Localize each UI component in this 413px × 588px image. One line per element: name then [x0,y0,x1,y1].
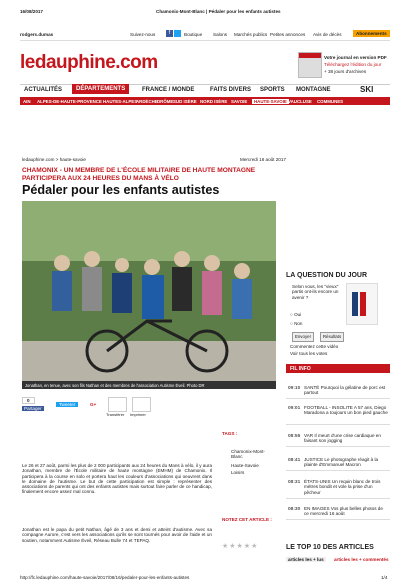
poll-option-no[interactable]: ○ Non [290,321,303,326]
poll-question: Selon vous, les "vieux" partis ont-ils encore un avenir ? [292,284,339,300]
article-kicker: CHAMONIX - UN MEMBRE DE L'ÉCOLE MILITAIRE DE HAUTE MONTAGNE PARTICIPERA AUX 24 HEURES DU MANS À VÉLO [22,167,256,183]
photo-caption: Jonathan, en tenue, avec son fils Nathan et des membres de l'association Autisme Éveil. Photo DR [25,382,205,388]
classifieds-link[interactable]: Petites annonces [270,32,306,37]
print-page-number: 1/4 [381,575,388,580]
poll-vote-button[interactable]: Envoyer [292,332,314,342]
obituaries-link[interactable]: Avis de décès [313,32,342,37]
tags-title: TAGS : [222,431,238,436]
article-date: Mercredi 16 août 2017 [240,157,286,162]
feed-text: EN IMAGES Vos plus belles photos de ce mercredi 16 août [304,506,383,517]
top-bar [20,29,390,41]
feed-text: FOOTBALL - INSOLITE A 57 ans, Diego Maradona a toujours un bon pied gauche [304,405,388,416]
subscribe-button[interactable]: Abonnements [353,30,390,37]
follow-us-link[interactable]: Suivez-nous [130,32,156,37]
top10-tab-most-commented[interactable]: articles les + commentés [334,557,389,562]
poll-option-no-label: Non [294,321,303,326]
rating-title: NOTEZ CET ARTICLE : [222,517,272,522]
feed-item[interactable] [286,384,390,399]
poll-logo [346,283,378,325]
fb-count: 0 [22,397,35,404]
feed-item[interactable] [286,478,390,499]
feed-time: 09:01 [288,406,301,411]
feed-time: 08:31 [288,480,301,485]
poll-title: LA QUESTION DU JOUR [286,272,368,279]
shop-link[interactable]: Boutique [184,32,203,37]
feed-title: FIL INFO [290,365,311,372]
nav-item-faits-divers[interactable]: FAITS DIVERS [210,87,252,93]
nav-item-actualites[interactable]: ACTUALITÉS [24,87,62,93]
feed-item[interactable] [286,505,390,520]
poll-option-yes-label: Oui [294,312,302,317]
poll-results-button[interactable]: Résultats [320,332,344,342]
article-title: Pédaler pour les enfants autistes [22,183,220,197]
poll-all-votes-link[interactable]: Voir tous les votes [290,351,328,356]
subnav-communes[interactable]: COMMUNES [317,98,344,104]
nav-item-departements[interactable]: DÉPARTEMENTS [72,84,129,94]
breadcrumb-home[interactable]: ledauphine.com [22,157,55,162]
feed-text: ÉTATS-UNIS Un requin blanc de trois mètres bondit et vole la prise d'un pêcheur [304,479,381,495]
tag-loisirs[interactable]: Loisirs [231,470,245,475]
feed-text: JUSTICE Le photographe réagit à la plainte d'Emmanuel Macron [304,457,379,468]
tweet-button[interactable]: Tweeter [56,402,78,407]
print-url: http://fc.ledauphine.com/haute-savoie/2017/08/16/pedaler-pour-les-enfants-autistes [20,575,190,580]
promo-download-link[interactable]: Téléchargez l'édition du jour [324,62,382,67]
top10-tab-most-read[interactable]: articles les + lus [288,557,324,562]
nav-item-ski[interactable]: SKI [360,85,374,94]
subnav-drome[interactable]: DRÔME [157,98,174,104]
photo-caption-bar [22,381,276,389]
site-logo[interactable] [20,52,158,74]
fb-share-button[interactable]: Partager [24,406,42,411]
star-rating[interactable]: ★★★★★ [222,543,259,550]
tenders-link[interactable]: Marchés publics [234,32,268,37]
article-photo[interactable] [22,201,276,381]
fairs-link[interactable]: Salons [213,32,228,37]
subnav-alpes-haute-provence[interactable]: ALPES-DE-HAUTE-PROVENCE [37,98,102,104]
feed-item[interactable] [286,456,390,471]
nav-item-montagne[interactable]: MONTAGNE [296,87,331,93]
promo-archives: + 38 jours d'archives [324,69,367,74]
print-title: Chamonix-Mont-Blanc | Pédaler pour les enfants autistes [156,9,281,14]
gplus-button[interactable]: G+ [90,402,97,407]
poll-comment-link[interactable]: Commentez cette vidéo [290,344,339,349]
department-nav [20,97,390,105]
subnav-ardeche[interactable]: ARDÈCHE [136,98,158,104]
main-nav [20,84,390,98]
user-link[interactable]: rodgers.dumas [20,32,54,37]
feed-text: SANTÉ Pourquoi la gélatine de porc est partout [304,385,386,396]
feed-time: 08:30 [288,507,301,512]
feed-time: 09:10 [288,386,301,391]
save-label[interactable]: Transférer [106,412,125,417]
feed-item[interactable] [286,432,390,447]
print-date: 16/08/2017 [20,9,43,14]
feed-time: 08:41 [288,458,301,463]
subnav-savoie[interactable]: SAVOIE [231,98,248,104]
facebook-icon[interactable]: f [166,30,173,37]
subnav-nord-isere[interactable]: NORD ISÈRE [200,98,228,104]
twitter-icon[interactable] [174,30,181,37]
nav-item-sports[interactable]: SPORTS [260,87,285,93]
subnav-haute-savoie[interactable]: HAUTE-SAVOIE [254,98,287,104]
nav-item-france-monde[interactable]: FRANCE / MONDE [142,87,195,93]
subnav-sud-isere[interactable]: SUD ISÈRE [173,98,197,104]
tag-chamonix[interactable]: Chamonix-Mont-Blanc [231,449,265,460]
breadcrumb-section[interactable]: haute-savoie [59,157,86,162]
promo-title: Votre journal en version PDF [324,55,387,60]
save-icon[interactable] [108,397,127,412]
subnav-ain[interactable]: AIN [23,98,31,104]
feed-text: VAR Il meurt d'une crise cardiaque en faisant son jogging [304,433,381,444]
top10-title: LE TOP 10 DES ARTICLES [286,544,374,551]
print-label[interactable]: Imprimer [130,412,146,417]
feed-time: 08:55 [288,434,301,439]
article-paragraph-1: Le 26 et 27 août, parmi les plus de 2 000 participants aux 24 heures du Mans à vélo, il y aura Jonathan, membre de l'École militaire de haute montagne (EMHM) de Chamonix. Il participera à la course en solo et portera haut les couleurs d'associations qui oeuvrent dans le domaine de l'autisme. Le but de cette participation est simple : représenter des associations de parents qui ont des enfants autistes mais surtout faire parler de ce handicap, finalement encore assez mal connu. [22,463,212,495]
newspaper-thumbnail[interactable] [298,52,322,78]
article-paragraph-2: Jonathan est le papa du petit Nathan, âgé de 3 ans et demi et atteint d'autisme. Avec sa compagne Aurore, c'est vers les associations qu'ils se sont tournés pour avoir de l'aide et un soutien, notamment Autisme Éveil, Réseau Bulle 74 et TEPAQ. [22,527,212,543]
facebook-share[interactable] [22,397,50,414]
feed-item[interactable] [286,404,390,425]
subnav-vaucluse[interactable]: VAUCLUSE [288,98,312,104]
subnav-hautes-alpes[interactable]: HAUTES-ALPES [103,98,138,104]
tag-haute-savoie[interactable]: Haute-Savoie [231,463,259,468]
breadcrumb: ledauphine.com > haute-savoie [22,157,86,162]
print-icon[interactable] [132,397,151,412]
group-photo-illustration [22,201,276,381]
poll-option-yes[interactable]: ○ Oui [290,312,302,317]
logo-text: ledauphine.com [20,52,158,73]
feed-header [286,364,390,373]
